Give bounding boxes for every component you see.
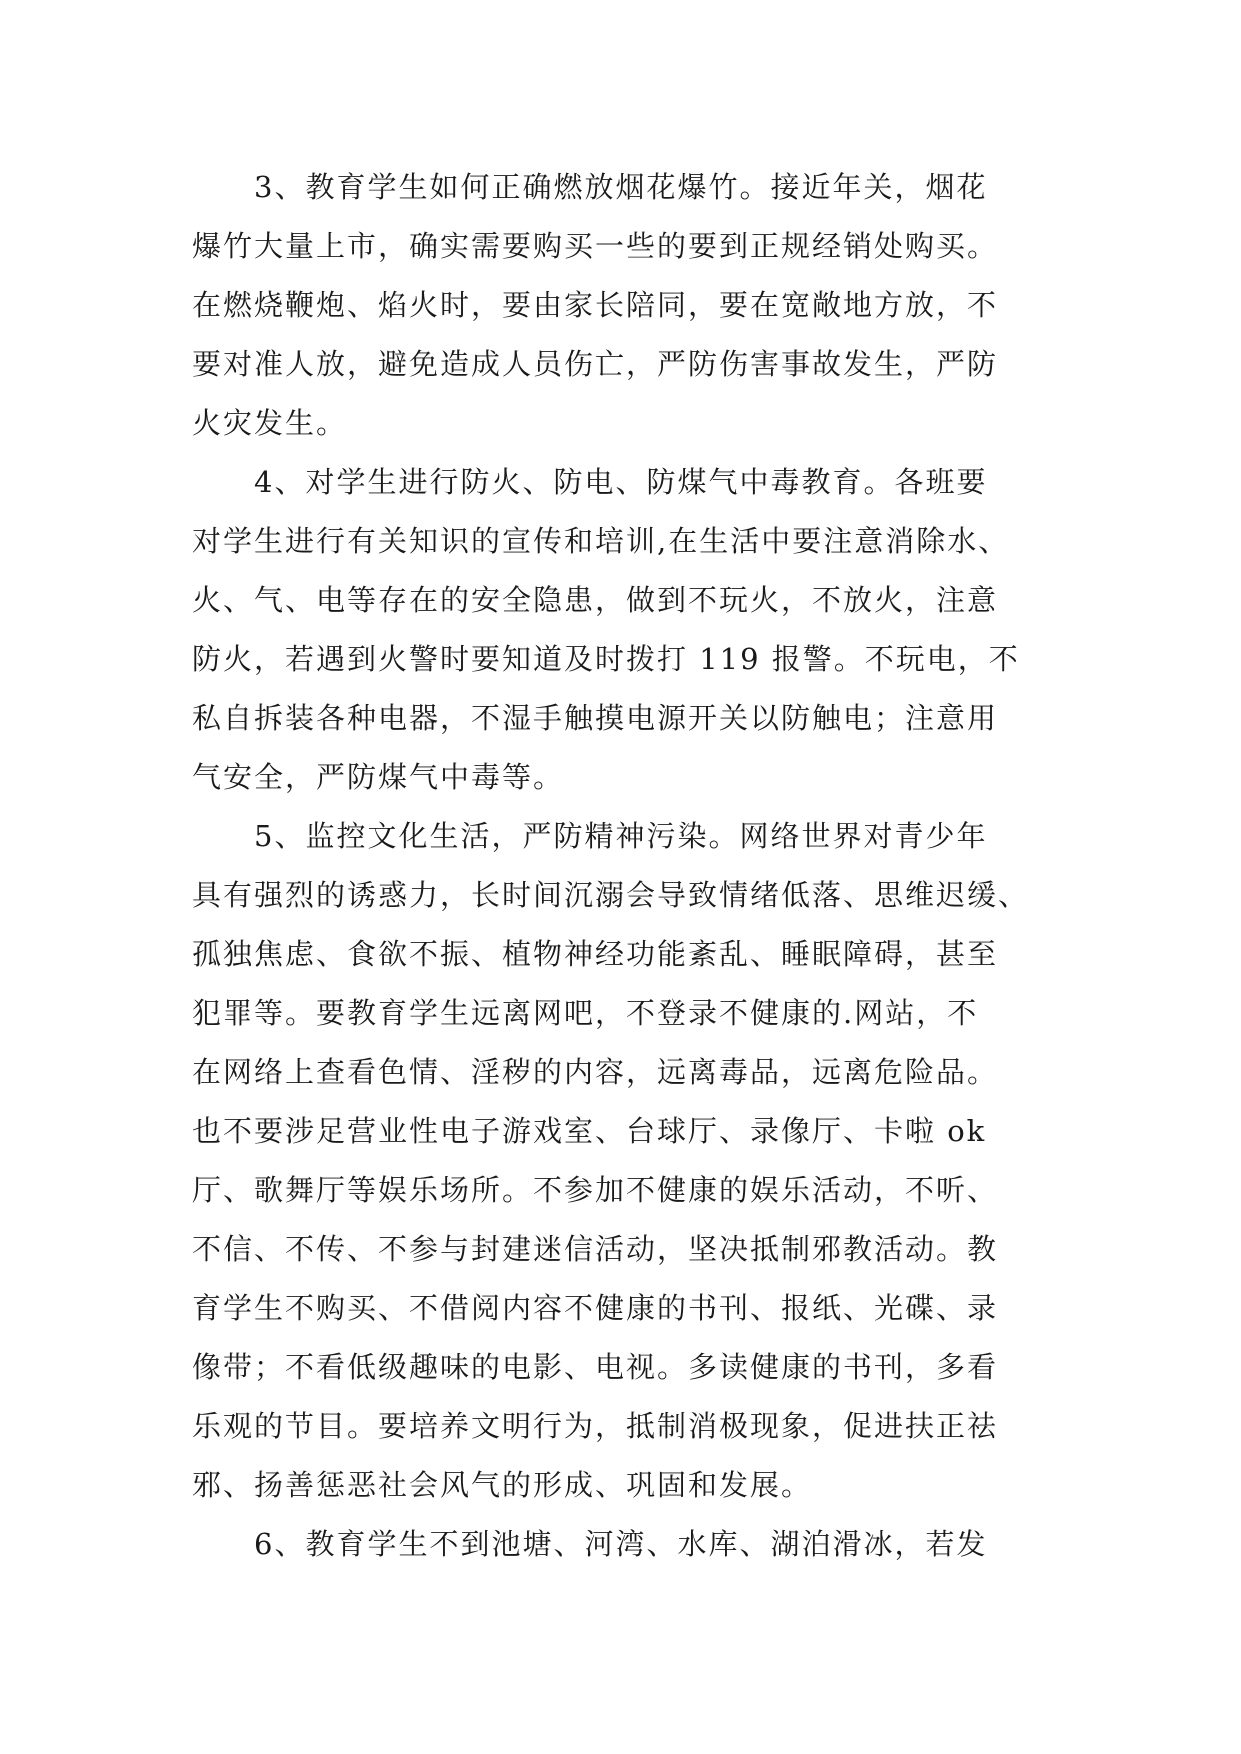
text-line: 像带；不看低级趣味的电影、电视。多读健康的书刊，多看 — [192, 1350, 999, 1384]
text-line: 不信、不传、不参与封建迷信活动，坚决抵制邪教活动。教 — [192, 1232, 999, 1266]
text-line: 厅、歌舞厅等娱乐场所。不参加不健康的娱乐活动，不听、 — [192, 1173, 999, 1207]
text-line: 育学生不购买、不借阅内容不健康的书刊、报纸、光碟、录 — [192, 1291, 999, 1325]
text-line: 也不要涉足营业性电子游戏室、台球厅、录像厅、卡啦 ok — [192, 1114, 987, 1148]
text-line: 乐观的节目。要培养文明行为，抵制消极现象，促进扶正祛 — [192, 1409, 999, 1443]
paragraph-5 — [192, 807, 1072, 1515]
text-line: 具有强烈的诱惑力，长时间沉溺会导致情绪低落、思维迟缓、 — [192, 878, 1030, 912]
document-body — [192, 158, 1072, 1574]
text-line: 爆竹大量上市，确实需要购买一些的要到正规经销处购买。 — [192, 229, 999, 263]
text-line: 要对准人放，避免造成人员伤亡，严防伤害事故发生，严防 — [192, 347, 999, 381]
text-line: 在燃烧鞭炮、焰火时，要由家长陪同，要在宽敞地方放，不 — [192, 288, 999, 322]
text-line: 火灾发生。 — [192, 406, 348, 440]
text-line: 4、对学生进行防火、防电、防煤气中毒教育。各班要 — [254, 465, 988, 499]
text-line: 犯罪等。要教育学生远离网吧，不登录不健康的.网站，不 — [192, 996, 979, 1030]
text-line: 气安全，严防煤气中毒等。 — [192, 760, 565, 794]
paragraph-4 — [192, 453, 1072, 807]
text-line: 3、教育学生如何正确燃放烟花爆竹。接近年关，烟花 — [254, 170, 988, 204]
text-line: 邪、扬善惩恶社会风气的形成、巩固和发展。 — [192, 1468, 813, 1502]
text-line: 在网络上查看色情、淫秽的内容，远离毒品，远离危险品。 — [192, 1055, 999, 1089]
text-line: 防火，若遇到火警时要知道及时拨打 119 报警。不玩电，不 — [192, 642, 1020, 676]
text-line: 私自拆装各种电器，不湿手触摸电源开关以防触电；注意用 — [192, 701, 999, 735]
text-line: 孤独焦虑、食欲不振、植物神经功能紊乱、睡眠障碍，甚至 — [192, 937, 999, 971]
paragraph-6 — [192, 1515, 1072, 1574]
text-line: 6、教育学生不到池塘、河湾、水库、湖泊滑冰，若发 — [254, 1527, 988, 1561]
text-line: 5、监控文化生活，严防精神污染。网络世界对青少年 — [254, 819, 988, 853]
paragraph-3 — [192, 158, 1072, 453]
text-line: 火、气、电等存在的安全隐患，做到不玩火，不放火，注意 — [192, 583, 999, 617]
text-line: 对学生进行有关知识的宣传和培训,在生活中要注意消除水、 — [192, 524, 1010, 558]
